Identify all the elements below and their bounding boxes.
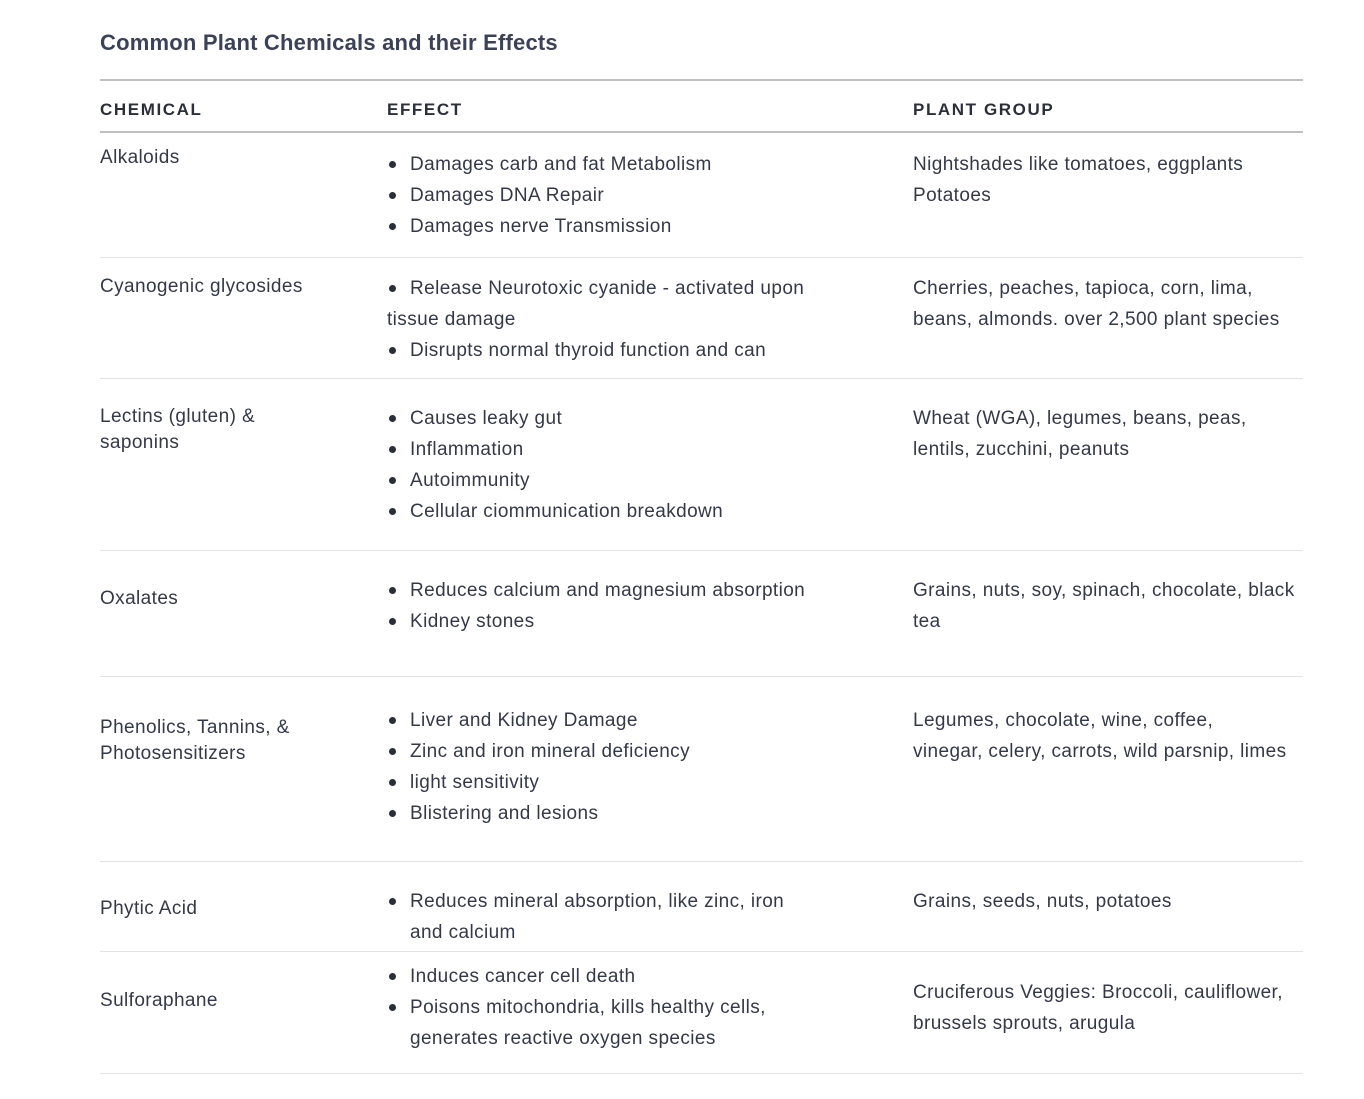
effect-cell	[387, 149, 877, 242]
effect-cell	[387, 961, 837, 1054]
plant-group-cell	[913, 705, 1288, 781]
plant-group-line: Nightshades like tomatoes, eggplants	[913, 154, 1244, 175]
chemical-cell: Sulforaphane	[100, 990, 218, 1011]
plant-group-cell	[913, 149, 1303, 211]
table-row	[100, 952, 1303, 1074]
effect-item: Reduces mineral absorption, like zinc, iron and calcium	[387, 886, 807, 948]
header-plant-group: PLANT GROUP	[913, 100, 1055, 119]
effect-item: Liver and Kidney Damage	[387, 705, 877, 736]
effect-item: Damages DNA Repair	[387, 180, 877, 211]
table-row	[100, 677, 1303, 862]
table-title: Common Plant Chemicals and their Effects	[100, 30, 558, 55]
chemical-cell: Phenolics, Tannins, & Photosensitizers	[100, 717, 290, 764]
effect-item: Cellular ciommunication breakdown	[387, 496, 877, 527]
chemical-cell: Phytic Acid	[100, 898, 198, 919]
effect-cell	[387, 403, 877, 527]
plant-group-cell	[913, 575, 1298, 637]
table-row	[100, 379, 1303, 551]
effect-item: Disrupts normal thyroid function and can	[387, 335, 837, 366]
plant-group-line: Grains, nuts, soy, spinach, chocolate, black tea	[913, 580, 1295, 632]
table-row	[100, 258, 1303, 379]
table-row	[100, 551, 1303, 677]
effect-cell	[387, 273, 837, 366]
plant-group-line: Cherries, peaches, tapioca, corn, lima, beans, almonds. over 2,500 plant species	[913, 278, 1280, 330]
effect-item: Kidney stones	[387, 606, 877, 637]
header-chemical: CHEMICAL	[100, 100, 203, 119]
effect-cell	[387, 886, 807, 948]
header-effect: EFFECT	[387, 100, 463, 119]
plant-group-line: Legumes, chocolate, wine, coffee, vinegar, celery, carrots, wild parsnip, limes	[913, 710, 1287, 762]
plant-group-cell	[913, 273, 1298, 335]
effect-item: Zinc and iron mineral deficiency	[387, 736, 877, 767]
effect-cell	[387, 705, 877, 829]
plant-group-line: Potatoes	[913, 185, 992, 206]
effect-item: Reduces calcium and magnesium absorption	[387, 575, 877, 606]
plant-group-cell	[913, 886, 1303, 917]
effect-item: Inflammation	[387, 434, 877, 465]
effect-item: Damages nerve Transmission	[387, 211, 877, 242]
plant-group-cell	[913, 403, 1298, 465]
chemical-cell: Oxalates	[100, 588, 179, 609]
plant-group-line: Grains, seeds, nuts, potatoes	[913, 891, 1172, 912]
table-row	[100, 133, 1303, 258]
effect-item: Causes leaky gut	[387, 403, 877, 434]
chemical-cell: Alkaloids	[100, 147, 180, 168]
effect-cell	[387, 575, 877, 637]
chemical-cell: Cyanogenic glycosides	[100, 276, 303, 297]
plant-group-line: Wheat (WGA), legumes, beans, peas, lentils, zucchini, peanuts	[913, 408, 1247, 460]
plant-group-cell	[913, 977, 1298, 1039]
plant-group-line: Cruciferous Veggies: Broccoli, cauliflower, brussels sprouts, arugula	[913, 982, 1283, 1034]
effect-item: Autoimmunity	[387, 465, 877, 496]
effect-item: Poisons mitochondria, kills healthy cells, generates reactive oxygen species	[387, 992, 837, 1054]
table-header-row	[100, 81, 1303, 133]
effect-item: Blistering and lesions	[387, 798, 877, 829]
effect-item: light sensitivity	[387, 767, 877, 798]
effect-item: Damages carb and fat Metabolism	[387, 149, 877, 180]
effect-item: Release Neurotoxic cyanide - activated upon tissue damage	[387, 273, 837, 335]
table-row	[100, 862, 1303, 952]
chemical-cell: Lectins (gluten) & saponins	[100, 406, 256, 453]
effect-item: Induces cancer cell death	[387, 961, 837, 992]
